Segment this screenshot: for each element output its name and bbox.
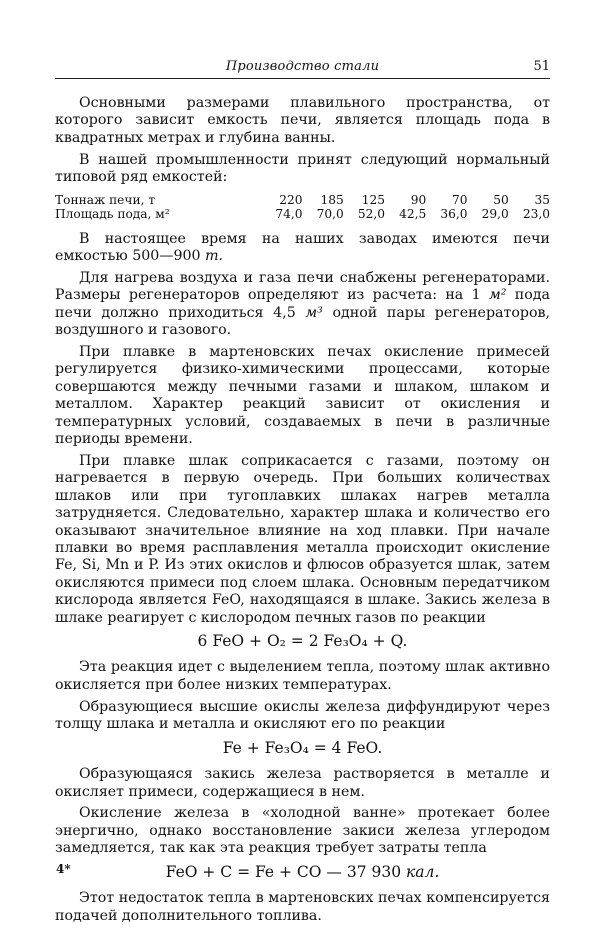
page-number: 51: [533, 59, 550, 74]
table-row: [55, 193, 550, 207]
paragraph: При плавке в мартеновских печах окисление примесей регулируется физико-химическими процессами, которые совершаются между печными газами и шлаком, шлаком и металлом. Характер реакций зависит от окисления и температурных условий, создаваемых в печи в различные периоды времени.: [55, 343, 550, 447]
paragraph: В нашей промышленности принят следующий нормальный типовой ряд емкостей:: [55, 151, 550, 186]
equation: [55, 862, 550, 882]
page-body: [55, 95, 550, 929]
table-cell: 74,0: [275, 206, 303, 221]
paragraph: Образующаяся закись железа растворяется в металле и окисляет примеси, содержащиеся в нем.: [55, 766, 550, 800]
equation-text: FeO + C = Fe + CO — 37 930: [165, 863, 402, 882]
page-header: [55, 56, 550, 79]
text-fragment: пода печи должно приходиться 4,5: [55, 287, 550, 321]
table-cell: 35: [534, 192, 550, 207]
row-label: Площадь пода, м²: [55, 206, 170, 221]
text-fragment: одной пары регенераторов, воздушного и газового.: [55, 304, 551, 339]
unit-label: м²: [488, 287, 507, 304]
table-cell: 52,0: [357, 206, 385, 221]
paragraph: Образующиеся высшие окислы железа диффундируют через толщу шлака и металла и окисляют его по реакции: [55, 698, 550, 733]
equation: 6 FeO + O₂ = 2 Fe₃O₄ + Q.: [197, 632, 408, 651]
paragraph: [55, 231, 550, 266]
unit-label: т.: [205, 247, 224, 264]
capacity-table: [55, 193, 550, 221]
table-cell: 185: [320, 192, 344, 207]
table-cell: 23,0: [522, 206, 550, 221]
table-cell: 42,5: [399, 206, 427, 221]
unit-label: м³: [305, 304, 323, 321]
signature-mark: 4*: [56, 862, 71, 876]
table-cell: 50: [493, 192, 509, 207]
text-fragment: В настоящее время на наших заводах имеются печи емкостью 500—900: [55, 230, 550, 264]
paragraph: Основными размерами плавильного пространства, от которого зависит емкость печи, является площадь пода в квадратных метрах и глубина ванны.: [55, 95, 550, 146]
paragraph: При плавке шлак соприкасается с газами, поэтому он нагревается в первую очередь. При больших количествах шлаков или при тугоплавких шлаках нагрев металла затрудняется. Следовательно, характер шлака и количество его оказывают значительное влияние на ход плавки. При начале плавки во время расплавления металла происходит окисление Fe, Si, Mn и P. Из этих окислов и флюсов образуется шлак, затем окисляются примеси под слоем шлака. Основным передатчиком кислорода является FeO, находящаяся в шлаке. Закись железа в шлаке реагирует с кислородом печных газов по реакции: [55, 452, 550, 626]
paragraph: [55, 270, 550, 340]
row-label: Тоннаж печи, т: [55, 192, 156, 207]
running-title: Производство стали: [225, 59, 380, 74]
table-cell: 70,0: [316, 206, 344, 221]
paragraph: Эта реакция идет с выделением тепла, поэтому шлак активно окисляется при более низких температурах.: [55, 659, 550, 693]
table-cell: 220: [279, 192, 303, 207]
table-row: [55, 207, 550, 221]
table-cell: 70: [451, 192, 468, 207]
table-cell: 29,0: [481, 206, 509, 221]
equation: Fe + Fe₃O₄ = 4 FeO.: [222, 739, 383, 758]
table-cell: 90: [410, 192, 427, 207]
text-fragment: Для нагрева воздуха и газа печи снабжены регенераторами. Размеры регенераторов определяют из расчета: на 1: [55, 269, 550, 304]
unit-label: кал.: [406, 863, 440, 882]
table-cell: 36,0: [440, 206, 468, 221]
table-cell: 125: [361, 192, 385, 207]
paragraph: Этот недостаток тепла в мартеновских печах компенсируется подачей дополнительного топлива.: [55, 890, 550, 924]
paragraph: Окисление железа в «холодной ванне» протекает более энергично, однако восстановление закиси железа углеродом замедляется, так как эта реакция требует затраты тепла: [55, 805, 550, 857]
